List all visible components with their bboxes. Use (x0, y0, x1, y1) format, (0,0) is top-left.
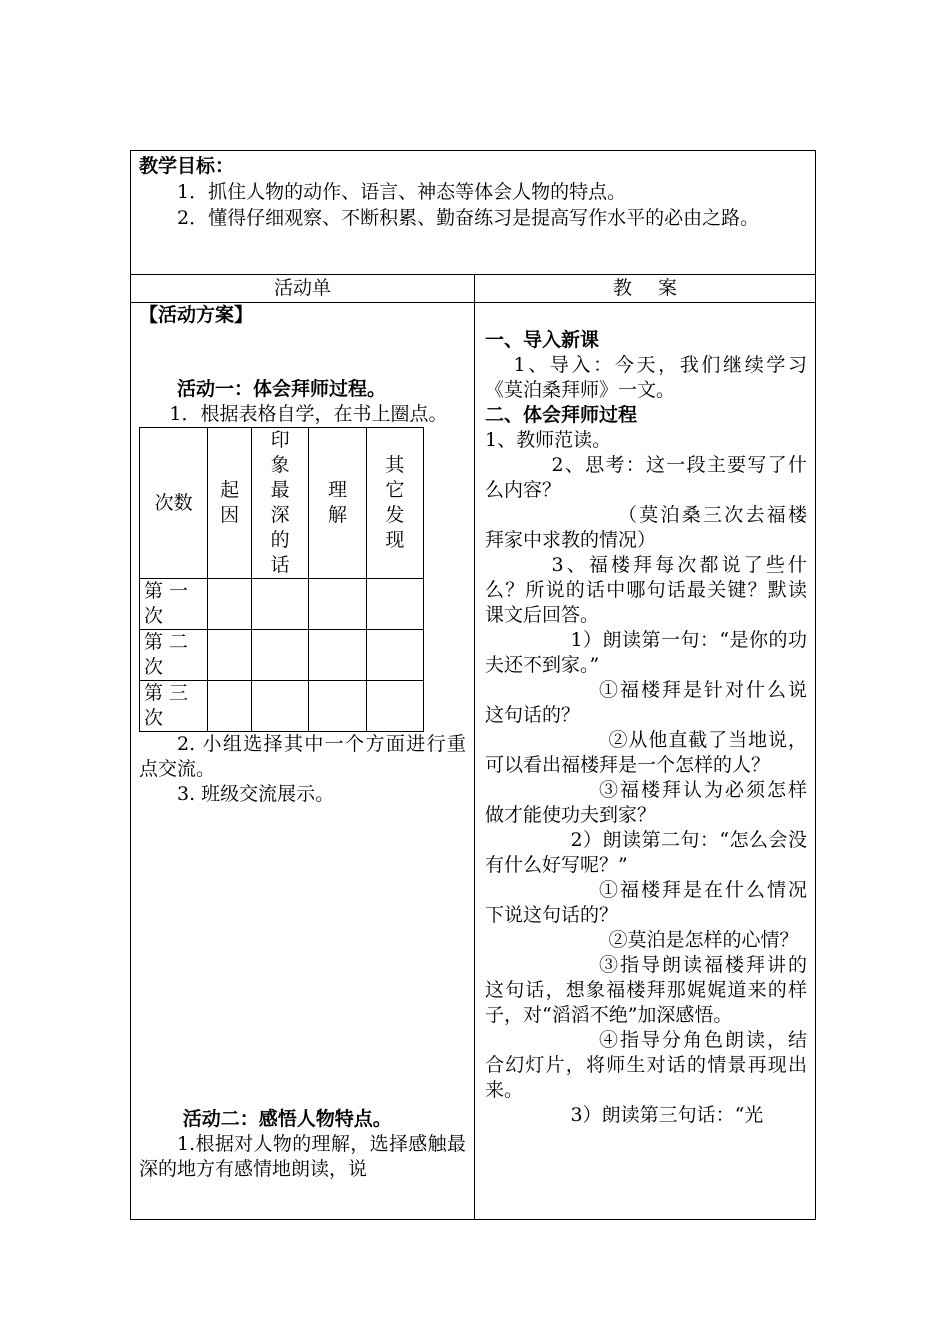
section-intro-title: 一、导入新课 (485, 329, 600, 351)
plan-paragraph: ①福楼拜是针对什么说这句话的？ (485, 679, 807, 726)
plan-paragraph: ③指导朗读福楼拜讲的这句话，想象福楼拜那娓娓道来的样子，对“滔滔不绝”加深感悟。 (485, 954, 807, 1026)
table-header-cell: 起因 (208, 428, 252, 579)
table-row (140, 681, 424, 732)
goal-item-1: 1．抓住人物的动作、语言、神态等体会人物的特点。 (177, 181, 627, 203)
table-header-cell: 印象最深的话 (251, 428, 308, 579)
lesson-plan-header: 教案 (475, 275, 815, 303)
plan-paragraph: 3、福楼拜每次都说了些什么？所说的话中哪句话最关键？默读课文后回答。 (485, 554, 807, 626)
activity2-title: 活动二：感悟人物特点。 (182, 1108, 392, 1130)
table-header-cell: 次数 (140, 428, 208, 579)
table-row-label: 第二次 (140, 630, 208, 681)
goals-title: 教学目标： (139, 155, 235, 177)
plan-paragraph: 2、思考：这一段主要写了什么内容？ (485, 454, 807, 501)
activity1-title: 活动一：体会拜师过程。 (177, 378, 387, 400)
table-header-row (140, 428, 424, 579)
plan-paragraph: ②莫泊是怎样的心情？ (608, 929, 799, 951)
section-process-title: 二、体会拜师过程 (485, 404, 638, 426)
plan-paragraph: 1、教师范读。 (485, 429, 612, 451)
plan-paragraph: ②从他直截了当地说，可以看出福楼拜是一个怎样的人？ (485, 729, 807, 776)
plan-paragraph: ④指导分角色朗读，结合幻灯片，将师生对话的情景再现出来。 (485, 1029, 807, 1101)
table-row-label: 第一次 (140, 579, 208, 630)
activity1-step1: 1．根据表格自学，在书上圈点。 (169, 403, 448, 425)
table-row (140, 630, 424, 681)
teaching-goals (131, 151, 815, 275)
activity1-step2: 2. 小组选择其中一个方面进行重点交流。 (139, 733, 466, 780)
activity2-step1: 1.根据对人物的理解，选择感触最深的地方有感情地朗读，说 (139, 1133, 466, 1180)
activity-column (131, 303, 475, 1219)
plan-paragraph: 1、导入：今天，我们继续学习《莫泊桑拜师》一文。 (485, 354, 807, 401)
goal-item-2: 2．懂得仔细观察、不断积累、勤奋练习是提高写作水平的必由之路。 (177, 207, 760, 229)
activity-sheet-header: 活动单 (131, 275, 475, 303)
plan-paragraph: 3）朗读第三句话：“光 (570, 1104, 764, 1126)
plan-paragraph: 2）朗读第二句：“怎么会没有什么好写呢？” (485, 829, 807, 876)
self-study-table (139, 427, 424, 732)
table-row (140, 579, 424, 630)
plan-paragraph: ③福楼拜认为必须怎样做才能使功夫到家？ (485, 779, 807, 826)
lesson-plan-column (475, 303, 815, 1219)
lesson-plan-document (130, 150, 816, 1220)
table-row-label: 第三次 (140, 681, 208, 732)
plan-title: 【活动方案】 (139, 304, 254, 326)
table-header-cell: 其它发现 (366, 428, 423, 579)
table-header-cell: 理解 (309, 428, 366, 579)
plan-paragraph: （莫泊桑三次去福楼拜家中求教的情况） (485, 504, 807, 551)
plan-paragraph: 1）朗读第一句：“是你的功夫还不到家。” (485, 629, 807, 676)
activity1-step3: 3. 班级交流展示。 (177, 783, 335, 805)
plan-paragraph: ①福楼拜是在什么情况下说这句话的？ (485, 879, 807, 926)
